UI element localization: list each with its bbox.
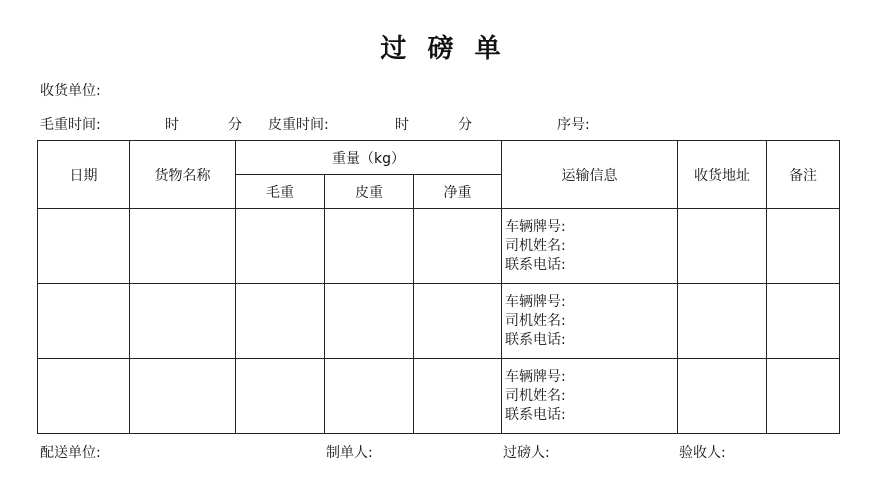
cell-transport-info[interactable] (502, 209, 678, 284)
cell-remark[interactable] (767, 284, 840, 359)
inspector-label: 验收人: (679, 445, 726, 461)
cell-gross-weight[interactable] (236, 359, 325, 434)
tare-minute-unit: 分 (458, 117, 472, 133)
header-net-weight: 净重 (414, 175, 502, 209)
table-row (38, 209, 840, 284)
cell-receiving-address[interactable] (678, 284, 767, 359)
vehicle-plate-label: 车辆牌号: (505, 368, 566, 385)
cell-date[interactable] (38, 209, 130, 284)
cell-gross-weight[interactable] (236, 284, 325, 359)
cell-goods-name[interactable] (130, 209, 236, 284)
header-weight-group: 重量（kg） (236, 141, 502, 175)
tare-hour-unit: 时 (395, 117, 409, 133)
cell-receiving-address[interactable] (678, 209, 767, 284)
cell-net-weight[interactable] (414, 284, 502, 359)
cell-goods-name[interactable] (130, 359, 236, 434)
driver-name-label: 司机姓名: (505, 387, 566, 404)
driver-name-label: 司机姓名: (505, 312, 566, 329)
gross-time-label: 毛重时间: (40, 117, 101, 133)
header-tare-weight: 皮重 (325, 175, 414, 209)
cell-goods-name[interactable] (130, 284, 236, 359)
weigher-label: 过磅人: (503, 445, 550, 461)
cell-receiving-address[interactable] (678, 359, 767, 434)
header-remark: 备注 (767, 141, 840, 209)
tare-time-label: 皮重时间: (268, 117, 329, 133)
cell-net-weight[interactable] (414, 209, 502, 284)
contact-phone-label: 联系电话: (505, 406, 566, 423)
table-header-row (38, 141, 840, 175)
prepared-by-label: 制单人: (326, 445, 373, 461)
vehicle-plate-label: 车辆牌号: (505, 218, 566, 235)
vehicle-plate-label: 车辆牌号: (505, 293, 566, 310)
gross-hour-unit: 时 (165, 117, 179, 133)
header-goods-name: 货物名称 (130, 141, 236, 209)
table-row (38, 284, 840, 359)
cell-date[interactable] (38, 359, 130, 434)
header-date: 日期 (38, 141, 130, 209)
contact-phone-label: 联系电话: (505, 331, 566, 348)
cell-remark[interactable] (767, 359, 840, 434)
header-transport-info: 运输信息 (502, 141, 678, 209)
cell-remark[interactable] (767, 209, 840, 284)
weighing-table (37, 140, 840, 434)
document-title: 过 磅 单 (380, 34, 502, 64)
cell-gross-weight[interactable] (236, 209, 325, 284)
receiver-unit-label: 收货单位: (40, 83, 101, 99)
table-row (38, 359, 840, 434)
cell-tare-weight[interactable] (325, 359, 414, 434)
gross-minute-unit: 分 (228, 117, 242, 133)
header-gross-weight: 毛重 (236, 175, 325, 209)
cell-transport-info[interactable] (502, 284, 678, 359)
sequence-number-label: 序号: (557, 117, 590, 133)
driver-name-label: 司机姓名: (505, 237, 566, 254)
cell-transport-info[interactable] (502, 359, 678, 434)
cell-tare-weight[interactable] (325, 209, 414, 284)
cell-net-weight[interactable] (414, 359, 502, 434)
contact-phone-label: 联系电话: (505, 256, 566, 273)
cell-tare-weight[interactable] (325, 284, 414, 359)
header-receiving-address: 收货地址 (678, 141, 767, 209)
cell-date[interactable] (38, 284, 130, 359)
delivery-unit-label: 配送单位: (40, 445, 101, 461)
